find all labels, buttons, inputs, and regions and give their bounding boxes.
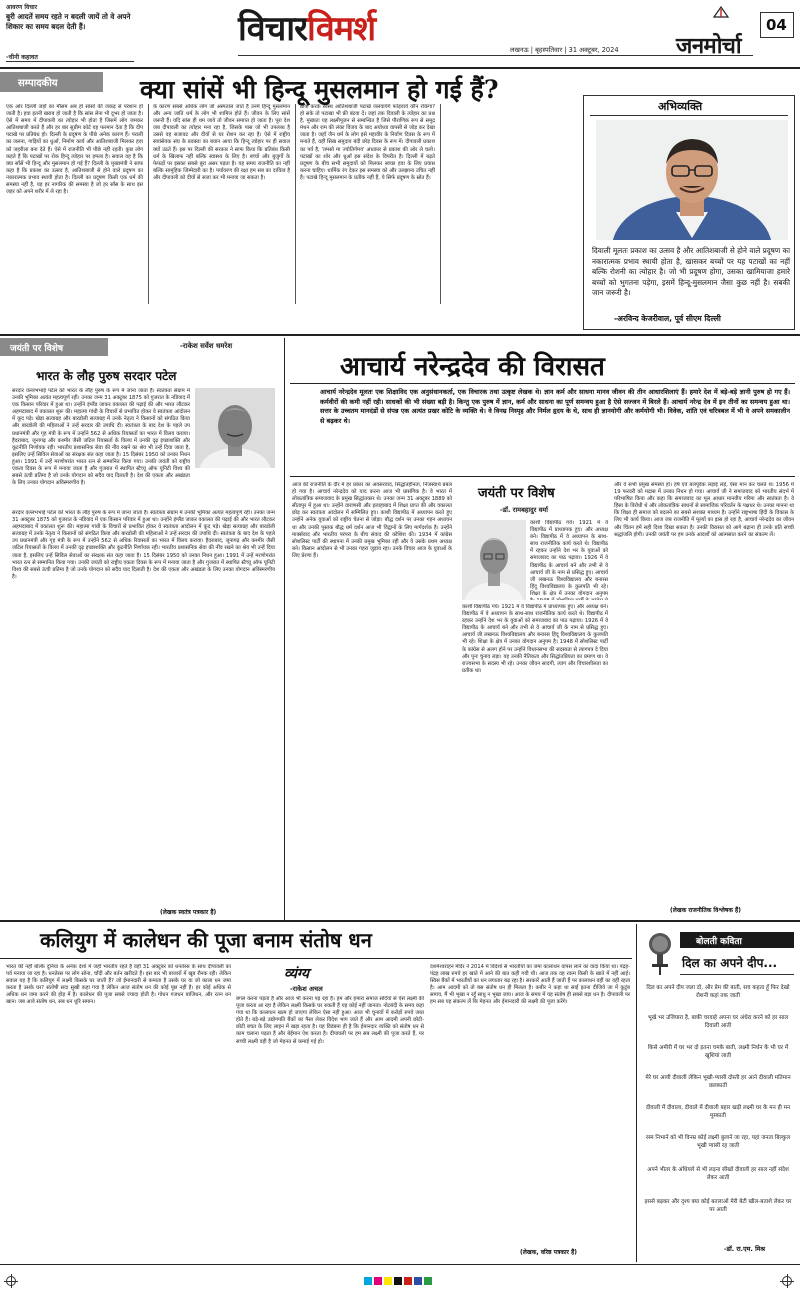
kejriwal-photo — [596, 120, 788, 240]
poem-label-box — [680, 932, 794, 948]
poem-label: बोलती कविता — [696, 937, 742, 947]
color-swatch-blue — [414, 1277, 422, 1285]
poem-title-rule — [680, 974, 794, 975]
narendradev-footer: (लेखक राजनीतिक विश्लेषक हैं) — [670, 907, 741, 914]
section-divider — [0, 920, 800, 922]
jayanti-left-body: सरदार वल्लभभाई पटेल को भारत के लौह पुरुष के रूप में जाना जाता है। स्वतंत्रता संग्राम में उनकी भूमिका अत्यंत महत्वपूर्ण रही। उनका जन्म 31 अक्टूबर 1875 को गुजरात के नडियाद में एक किसान परिवार में हुआ था। उन्होंने इंग्लैंड जाकर वकालत की पढ़ाई की और भारत लौटकर अहमदाबाद में वकालत शुरू की। महात्मा गांधी के विचारों से प्रभावित होकर वे स्वतंत्रता आंदोलन में कूद पड़े। खेड़ा सत्याग्रह और बारडोली सत्याग्रह में उनके नेतृत्व ने किसानों को संगठित किया और बारडोली की महिलाओं ने उन्हें सरदार की उपाधि दी। स्वतंत्रता के बाद देश के पहले उप प्रधानमंत्री और गृह मंत्री के रूप में उन्होंने 562 से अधिक रियासतों का भारत में विलय कराया। हैदराबाद, जूनागढ़ और कश्मीर जैसी जटिल रियासतों के विलय में उनकी दृढ़ इच्छाशक्ति और कूटनीति निर्णायक रही। भारतीय प्रशासनिक सेवा की नींव रखने का श्रेय भी उन्हें दिया जाता है, इसलिए उन्हें सिविल सेवाओं का संरक्षक संत कहा जाता है। 15 दिसंबर 1950 को उनका निधन हुआ। 1991 में उन्हें मरणोपरांत भारत रत्न से सम्मानित किया गया। उनकी जयंती को राष्ट्रीय एकता दिवस के रूप में मनाया जाता है और गुजरात में स्थापित स्टैच्यू ऑफ यूनिटी विश्व की सबसे ऊंची प्रतिमा है जो उनके योगदान को सदैव याद दिलाती है। देश की एकता और अखंडता के लिए उनका योगदान अविस्मरणीय है। — [12, 388, 190, 487]
poem-stanza: अपने भीतर के अंधियारे से भी लड़ना सीखो दीवाली हर साल नहीं संदेश लेकर आती — [647, 1167, 789, 1181]
opinion-label: अभिव्यक्ति — [658, 100, 703, 113]
masthead — [0, 0, 800, 68]
masthead-quote: बुरी आदतें समय रहते न बदली जायें तो वे अपने शिकार का समय बदल देती हैं। — [6, 12, 131, 31]
masthead-logo — [238, 4, 376, 49]
narendradev-jayanti-byline: -डॉ. रामबहादुर वर्मा — [500, 506, 548, 514]
page-number-box — [760, 12, 794, 38]
poem-author: -डॉ. रा.एम. मिश्र — [724, 1245, 766, 1253]
logo-part-vimarsh: विमर्श — [307, 9, 376, 49]
opinion-attribution: -अरविन्द केजरीवाल, पूर्व सीएम दिल्ली — [614, 314, 721, 323]
opinion-portrait — [596, 120, 788, 240]
opinion-box — [583, 95, 795, 330]
narendradev-column-3: और वे सभी प्रमुख समस्या हो। हर्ष एवं बलपूर्वक लड़ाई लड़ें, ऐसा मान कर चलते थे। 1956 में 19 फरवरी को मद्रास में उनका निधन हो गया। आचार्य जी ने समाजवाद को भारतीय संदर्भ में परिभाषित किया और कहा कि समाजवाद का मूल आधार मानवीय गरिमा और स्वतंत्रता है। वे हिंसा के विरोधी थे और लोकतांत्रिक साधनों से सामाजिक परिवर्तन के पक्षधर थे। उनका मानना था कि शिक्षा ही समाज को बदलने का सबसे सशक्त माध्यम है। उन्होंने राष्ट्रभाषा हिंदी के विकास के लिए भी कार्य किया। आज जब राजनीति में मूल्यों का ह्रास हो रहा है, आचार्य नरेन्द्रदेव का जीवन और चिंतन हमें सही दिशा दिखा सकता है। उनकी विरासत को आगे बढ़ाना ही उनके प्रति सच्ची श्रद्धांजलि होगी। उनकी जयंती पर हम उनके आदर्शों को आत्मसात करने का संकल्प लें। — [614, 482, 794, 538]
masthead-bottom-rule — [0, 67, 800, 69]
opinion-quote: दिवाली मूलतः प्रकाश का उत्सव है और आतिशबाजी से होने वाले प्रदूषण का नकारात्मक प्रभाव स्थायी होता है, खासकर बच्चों पर यह पटाखों का नहीं बल्कि रोशनी का त्योहार है। जो भी प्रदूषण होगा, उसका खामियाजा हमारे बच्चों को भुगतना पड़ेगा, इसमें हिन्दू-मुसलमान जैसा कुछ नहीं है। सबकी जान जरूरी है। — [592, 246, 790, 298]
editorial-column-2: के कारण सबसे अधिक लोग जो अस्पताल जाते हैं उनमें हिन्दू मुसलमान और अन्य जाति धर्म के लोग भी शामिल होते हैं। जीवन के लिए सांसें जरूरी हैं। यदि सांस ही थम जाये तो जीवन समाप्त हो जाता है। पूरा देश जब दीपावली का त्योहार मना रहा है, जिसके पास जो भी उपलब्ध है उससे वह सजावट और दीयों से घर रोशन कर रहा है। ऐसे में राष्ट्रीय स्वयंसेवक संघ के प्रवक्ता का बयान आया कि हिन्दू त्योहार पर ही सवाल क्यों उठते हैं। इस पर दिल्ली की सरकार ने साफ किया कि प्रतिबंध किसी धर्म के खिलाफ नहीं बल्कि स्वास्थ्य के लिए है। बच्चों और बुजुर्गों के फेफड़ों पर इसका सबसे बुरा असर पड़ता है। यह समय राजनीति का नहीं बल्कि सामूहिक जिम्मेदारी का है। पर्यावरण की रक्षा हम सब का दायित्व है और दीपावली को दीयों से सजा कर भी मनाया जा सकता है। — [153, 104, 290, 181]
section-vertical-rule — [636, 924, 637, 1262]
vyangya-column-2: बगल करना पड़ता है और आज भी करना पड़ रहा है। हम और हमारा समाज सदियों से ऐसे लक्ष्मी की पूजा करता आ रहा है लेकिन लक्ष्मी किसके घर रुकती हैं यह कोई नहीं जानता। नोटबंदी के समय कहा गया था कि कालाधन खत्म हो जाएगा लेकिन ऐसा नहीं हुआ। आज भी चुनावों में करोड़ों रुपये जब्त होते हैं। बड़े-बड़े उद्योगपति बैंकों का पैसा लेकर विदेश भाग जाते हैं और आम आदमी अपनी छोटी-छोटी बचत के लिए लाइन में खड़ा रहता है। यह विडंबना ही है कि ईमानदार व्यक्ति को संतोष धन से काम चलाना पड़ता है और बेईमान ऐश करता है। दीपावली पर हम सब लक्ष्मी की पूजा करते हैं, पर सच्ची लक्ष्मी वही है जो मेहनत से कमाई गई हो। — [236, 996, 424, 1045]
column-rule — [295, 104, 296, 304]
jayanti-left-footer: (लेखक स्वतंत्र पत्रकार हैं) — [160, 909, 217, 916]
poem-stanza: भूखे भर उजियारा है, बाकी चरवाहे अपना घर अंधेरा करने को हर साल दिवाली आती — [647, 1015, 789, 1029]
narendradev-intro: आचार्य नरेन्द्रदेव मूलतः एक शिक्षाविद एक अनुसंधानकर्ता, एक विचारक तथा उत्कृष्ट लेखक थे। ज्ञान कर्म और साधना मानव जीवन की तीन आधारशिलाएं हैं। हमारे देश में बड़े-बड़े ज्ञानी पुरुष हो गए हैं। कर्मवीरों की कमी नहीं रही। साधकों की भी संख्या बड़ी है। किन्तु एक पुरुष में ज्ञान, कर्म और साधना का पूर्ण समन्वय हुआ है ऐसे सज्जन में बिरले हैं। आचार्य नरेन्द्र देव में इन तीनों का समन्वय हुआ था। सत्तर के उच्चतम मानदंडों से संपन्न एक अत्यंत प्रखर कोटि के व्यक्ति थे। वे विनम्र निस्पृह और निर्मल हृदय के थे, साथ ही ज्ञानयोगी और कर्मयोगी भी। विवेक, शांति एवं चरित्रबल में भी वे अपने समकालीन से बढ़कर थे। — [320, 388, 790, 425]
poem-stanza: दिल का अपने दीप जला दो, और प्रेम की बाती, सच कहता हूँ फिर देखो रोशनी कहां तक जाती — [646, 985, 790, 999]
poem-stanza: किसे अमीरी में घर भर दो इतना चमके बाती, लक्ष्मी निर्धन के भी घर में खुशियां लाती — [647, 1045, 789, 1059]
poem-stanza: इससे बढ़कर और दृश्य क्या कोई बतलाओ मेरी बेटी खील-बताशे लेकर घर पर आती — [644, 1199, 792, 1213]
section-divider — [0, 334, 800, 336]
vyangya-headline-rule — [0, 958, 632, 959]
editorial-column-1: एक ओर दिल्ली जहाँ का मौसम अब हो सांसों की जकड़ से परेशान हो जाती है। हवा इतनी खराब हो जाती है कि सांस लेना भी दूभर हो जाता है। ऐसे में समय में दीपावली का त्योहार भी होता है जिसमें लोग जमकर आतिशबाजी करते हैं और हर बार सुप्रीम कोर्ट यह फरमान देता है कि दीप पटाखे पर प्रतिबंध हो। दिल्ली के प्रदूषण के पीछे अनेक कारण हैं। पराली का जलना, गाड़ियों का धुआँ, निर्माण कार्य और आतिशबाजी मिलकर हवा को जहरीला बना देते हैं। ऐसे में राजनीति भी पीछे नहीं रहती। कुछ लोग कहते हैं कि पटाखों पर रोक हिन्दू त्योहार पर हमला है। सवाल यह है कि क्या साँसें भी हिन्दू और मुसलमान हो गई हैं? दिल्ली के मुख्यमंत्री ने साफ कहा है कि प्रकाश का उत्सव है, आतिशबाजी से होने वाले प्रदूषण का नकारात्मक प्रभाव स्थायी होता है। दिल्ली का प्रदूषण किसी एक धर्म की समस्या नहीं है, यह हर नागरिक की समस्या है जो हर साँस के साथ इस जहर को अपने शरीर में ले रहा है। — [6, 104, 143, 196]
poem-title: दिल का अपने दीप... — [682, 956, 778, 970]
editorial-section-label — [0, 72, 103, 92]
section-vertical-rule — [284, 338, 285, 920]
jayanti-left-label-box — [0, 338, 108, 356]
vyangya-headline: कलियुग में कालेधन की पूजा बनाम संतोष धन — [40, 928, 372, 952]
dateline: लखनऊ | बृहस्पतिवार | 31 अक्टूबर, 2024 — [510, 46, 619, 54]
jayanti-left-byline: -राकेश सर्वेश धमरेश — [180, 342, 233, 350]
masthead-quote-rule — [6, 61, 134, 62]
vyangya-column-1: भारत की नहीं बल्कि दुनिया के अनेक देशों में जहाँ भारतीय रहते हैं वहाँ 31 अक्टूबर को धनतेरस के साथ दीपावली का पर्व मनाया जा रहा है। धनतेरस पर लोग सोना, चाँदी और बर्तन खरीदते हैं। इस बार भी बाजारों में खूब रौनक रही। लेकिन सवाल यह है कि कलियुग में लक्ष्मी किसके घर जाती हैं? जो ईमानदारी से कमाता है उसके घर या जो काला धन जमा करता है उसके घर? संतोषी सदा सुखी कहा गया है लेकिन आज संतोष धन की कोई पूछ नहीं है। हर कोई अधिक से अधिक धन जमा करने की होड़ में है। कालेधन की पूजा सबसे ज्यादा होती है। गोधन गजधन बाजिधन, और रतन धन खान। जब आवे संतोष धन, सब धन धूरि समान। — [6, 964, 231, 1006]
poem-stanza: मेरे घर आयी दीवाली लेकिन भूखी-प्यासी दोस्ती हर आने दीवाली मतिमान छलकाती — [645, 1075, 791, 1089]
paper-name: जनमोर्चा — [676, 34, 742, 59]
poem-stanza: रस्म निभाने को भी विनम्र कोई लक्ष्मी बुलाने जा रहा, यहां जनता बिल्कुल भूखी प्यासी रह जाती — [645, 1135, 791, 1149]
sardar-patel-photo — [195, 388, 275, 468]
opinion-label-rule — [590, 115, 788, 116]
narendradev-column-2-continued: काशी विद्यापीठ गये। 1921 में वे विद्यापीठ में प्राध्यापक हुए। और अध्यक्ष बने। विद्यापीठ में वे अध्यापन के साथ-साथ राजनीतिक कार्य करते थे। विद्यापीठ में रहकर उन्होंने देश भर के युवाओं को समाजवाद का पाठ पढ़ाया। 1926 में वे विद्यापीठ के आचार्य बने और तभी से वे आचार्य जी के नाम से प्रसिद्ध हुए। आचार्य जी लखनऊ विश्वविद्यालय और बनारस हिंदू विश्वविद्यालय के कुलपति भी रहे। शिक्षा के क्षेत्र में उनका योगदान अनुपम है। 1948 में सोशलिस्ट पार्टी के कांग्रेस से अलग होने पर उन्होंने विधानसभा की सदस्यता से त्यागपत्र दे दिया और पुनः चुनाव लड़ा। यह उनकी नैतिकता और सिद्धांतप्रियता का प्रमाण था। वे राज्यसभा के सदस्य भी रहे। उनका जीवन सादगी, त्याग और विचारशीलता का प्रतीक था। — [462, 604, 608, 674]
logo-part-vichar: विचार — [238, 9, 308, 49]
page-bottom-rule — [0, 1264, 800, 1265]
narendradev-headline-rule — [290, 383, 795, 384]
torch-logo-icon — [712, 5, 730, 19]
color-swatch-green — [424, 1277, 432, 1285]
color-swatch-yellow — [384, 1277, 392, 1285]
color-swatch-cyan — [364, 1277, 372, 1285]
microphone-icon — [642, 930, 678, 976]
paper-emblem — [712, 4, 730, 18]
narendradev-headline: आचार्य नरेन्द्रदेव की विरासत — [340, 352, 605, 382]
vyangya-byline: -राकेश अचल — [290, 985, 323, 993]
narendradev-jayanti-label: जयंती पर विशेष — [478, 486, 555, 501]
jayanti-left-label: जयंती पर विशेष — [10, 344, 64, 354]
narendradev-portrait — [462, 520, 526, 600]
acharya-narendradev-photo — [462, 520, 526, 600]
color-swatch-red — [404, 1277, 412, 1285]
page-number: 04 — [766, 16, 787, 34]
editorial-label-text: सम्पादकीय — [18, 78, 58, 89]
section-tag: आवरण विचार — [6, 4, 38, 11]
narendradev-column-2: काशी विद्यापीठ गये। 1921 में वे विद्यापीठ में प्राध्यापक हुए। और अध्यक्ष बने। विद्यापीठ में वे अध्यापन के साथ-साथ राजनीतिक कार्य करते थे। विद्यापीठ में रहकर उन्होंने देश भर के युवाओं को समाजवाद का पाठ पढ़ाया। 1926 में वे विद्यापीठ के आचार्य बने और तभी से वे आचार्य जी के नाम से प्रसिद्ध हुए। आचार्य जी लखनऊ विश्वविद्यालय और बनारस हिंदू विश्वविद्यालय के कुलपति भी रहे। शिक्षा के क्षेत्र में उनका योगदान अनुपम — [530, 520, 608, 597]
editorial-headline: क्या सांसें भी हिन्दू मुसलमान हो गई हैं? — [140, 75, 499, 104]
color-swatch-black — [394, 1277, 402, 1285]
narendradev-column-1: आज की राजनीति के दौर में हर प्रकार का अवसरवाद, सिद्धांतहीनता, निजस्वार्थ प्रबल हो गया है। आचार्य नरेन्द्रदेव को याद करना आज भी प्रासंगिक है। वे भारत में लोकतांत्रिक समाजवाद के प्रमुख सिद्धांतकार थे। उनका जन्म 31 अक्टूबर 1889 को सीतापुर में हुआ था। उन्होंने वाराणसी और इलाहाबाद में शिक्षा प्राप्त की और वकालत छोड़ कर स्वतंत्रता आंदोलन में सम्मिलित हुए। काशी विद्यापीठ में अध्यापन करते हुए उन्होंने अनेक युवाओं को राष्ट्रीय चेतना से जोड़ा। बौद्ध दर्शन पर उनका गहन अध्ययन था और उनकी पुस्तक बौद्ध धर्म दर्शन आज भी विद्वानों के लिए मार्गदर्शक है। उन्होंने मार्क्सवाद और भारतीय परंपरा के बीच संवाद की कोशिश की। 1934 में कांग्रेस सोशलिस्ट पार्टी की स्थापना में उनकी प्रमुख भूमिका रही और वे उसके प्रथम अध्यक्ष बने। किसान आंदोलन से भी उनका गहरा जुड़ाव रहा। उनके विचार आज के युवाओं के लिए प्रेरणा हैं। — [292, 482, 452, 559]
masthead-quote-author: -चीनी कहावत — [6, 54, 38, 61]
jayanti-left-body-continued: सरदार वल्लभभाई पटेल को भारत के लौह पुरुष के रूप में जाना जाता है। स्वतंत्रता संग्राम में उनकी भूमिका अत्यंत महत्वपूर्ण रही। उनका जन्म 31 अक्टूबर 1875 को गुजरात के नडियाद में एक किसान परिवार में हुआ था। उन्होंने इंग्लैंड जाकर वकालत की पढ़ाई की और भारत लौटकर अहमदाबाद में वकालत शुरू की। महात्मा गांधी के विचारों से प्रभावित होकर वे स्वतंत्रता आंदोलन में कूद पड़े। खेड़ा सत्याग्रह और बारडोली सत्याग्रह में उनके नेतृत्व ने किसानों को संगठित किया और बारडोली की महिलाओं ने उन्हें सरदार की उपाधि दी। स्वतंत्रता के बाद देश के पहले उप प्रधानमंत्री और गृह मंत्री के रूप में उन्होंने 562 से अधिक रियासतों का भारत में विलय कराया। हैदराबाद, जूनागढ़ और कश्मीर जैसी जटिल रियासतों के विलय में उनकी दृढ़ इच्छाशक्ति और कूटनीति निर्णायक रही। भारतीय प्रशासनिक सेवा की नींव रखने का श्रेय भी उन्हें दिया जाता है, इसलिए उन्हें सिविल सेवाओं का संरक्षक संत कहा जाता है। 15 दिसंबर 1950 को उनका निधन हुआ। 1991 में उन्हें मरणोपरांत भारत रत्न से सम्मानित किया गया। उनकी जयंती को राष्ट्रीय एकता दिवस के रूप में मनाया जाता है और गुजरात में स्थापित स्टैच्यू ऑफ यूनिटी विश्व की सबसे ऊंची प्रतिमा है जो उनके योगदान को सदैव याद दिलाती है। देश की एकता और अखंडता के लिए उनका योगदान अविस्मरणीय है। — [12, 510, 275, 580]
registration-mark-icon — [782, 1276, 792, 1286]
editorial-column-3: ठीक करके स्वस्थ आतिशबाजी पटाखे जलवायेंगे फोड़वायें कौन रोकेगा? हो सके तो पटाखा भी फ्री बंटवा दें। जहां तक दिवाली के त्योहार का प्रश्न है, मुख्यतः यह लक्ष्मीपूजन से सम्बन्धित है जिसे पौराणिक रूप से समुद्र मंथन और राम की लंका विजय के बाद अयोध्या वापसी से जोड़ कर देखा जाता है। जहाँ जैन धर्म के लोग इसे महावीर के निर्वाण दिवस के रूप में मनाते हैं, वहीं सिख समुदाय बंदी छोड़ दिवस के रूप में। दीपावली प्रकाश का पर्व है, 'तमसो मा ज्योतिर्गमय' अंधकार से प्रकाश की ओर ले चलो। पटाखों का शोर और धुआँ इस संदेश के विपरीत है। दिल्ली में बढ़ते प्रदूषण के बीच सभी समुदायों को मिलकर स्वच्छ हवा के लिए प्रयास करना चाहिए। धार्मिक रंग देकर इस समस्या को और उलझाना उचित नहीं है। पटाखे हिन्दू मुसलमान के प्रतीक नहीं हैं, ये सिर्फ प्रदूषण के स्रोत हैं। — [300, 104, 435, 181]
poem-stanza: दीवाली में दीवाला, दीवाले में दीवाली बहार खड़ी लक्ष्मी घर के मन ही मन मुस्काती — [645, 1105, 791, 1119]
patel-portrait — [195, 388, 275, 468]
poem-mic-icon — [642, 930, 678, 976]
jayanti-left-headline: भारत के लौह पुरुष सरदार पटेल — [36, 369, 177, 383]
column-rule — [148, 104, 149, 304]
poem-section — [640, 926, 796, 1262]
color-swatch-magenta — [374, 1277, 382, 1285]
vyangya-label: व्यंग्य — [284, 966, 309, 982]
registration-mark-icon — [6, 1276, 16, 1286]
narendradev-intro-rule — [290, 476, 795, 477]
column-rule — [440, 104, 441, 304]
vyangya-column-3: दशमेश्वराहन मंदिर ने 2014 में विदेशों से भारतीयों का जमा कालाधन वापस लाने का वादा किया था। पंद्रह-पंद्रह लाख रुपये हर खाते में आने की बात कही गयी थी। आज तक वह रकम किसी के खाते में नहीं आई। स्विस बैंकों में भारतीयों का धन लगातार बढ़ रहा है। सरकारें आती हैं जाती हैं पर कालाधन वहीं का वहीं रहता है। आम आदमी को तो बस संतोष धन ही मिलता है। कबीर ने कहा था साईं इतना दीजिये जा में कुटुंब समाय, मैं भी भूखा न रहूँ साधु न भूखा जाय। आज के समय में यह संतोष ही सबसे बड़ा धन है। दीपावली पर हम सब यह संकल्प लें कि मेहनत और ईमानदारी की लक्ष्मी की पूजा करेंगे। — [430, 964, 630, 1006]
vyangya-footer: (लेखक, वरिष्ठ पत्रकार हैं) — [520, 1249, 578, 1256]
